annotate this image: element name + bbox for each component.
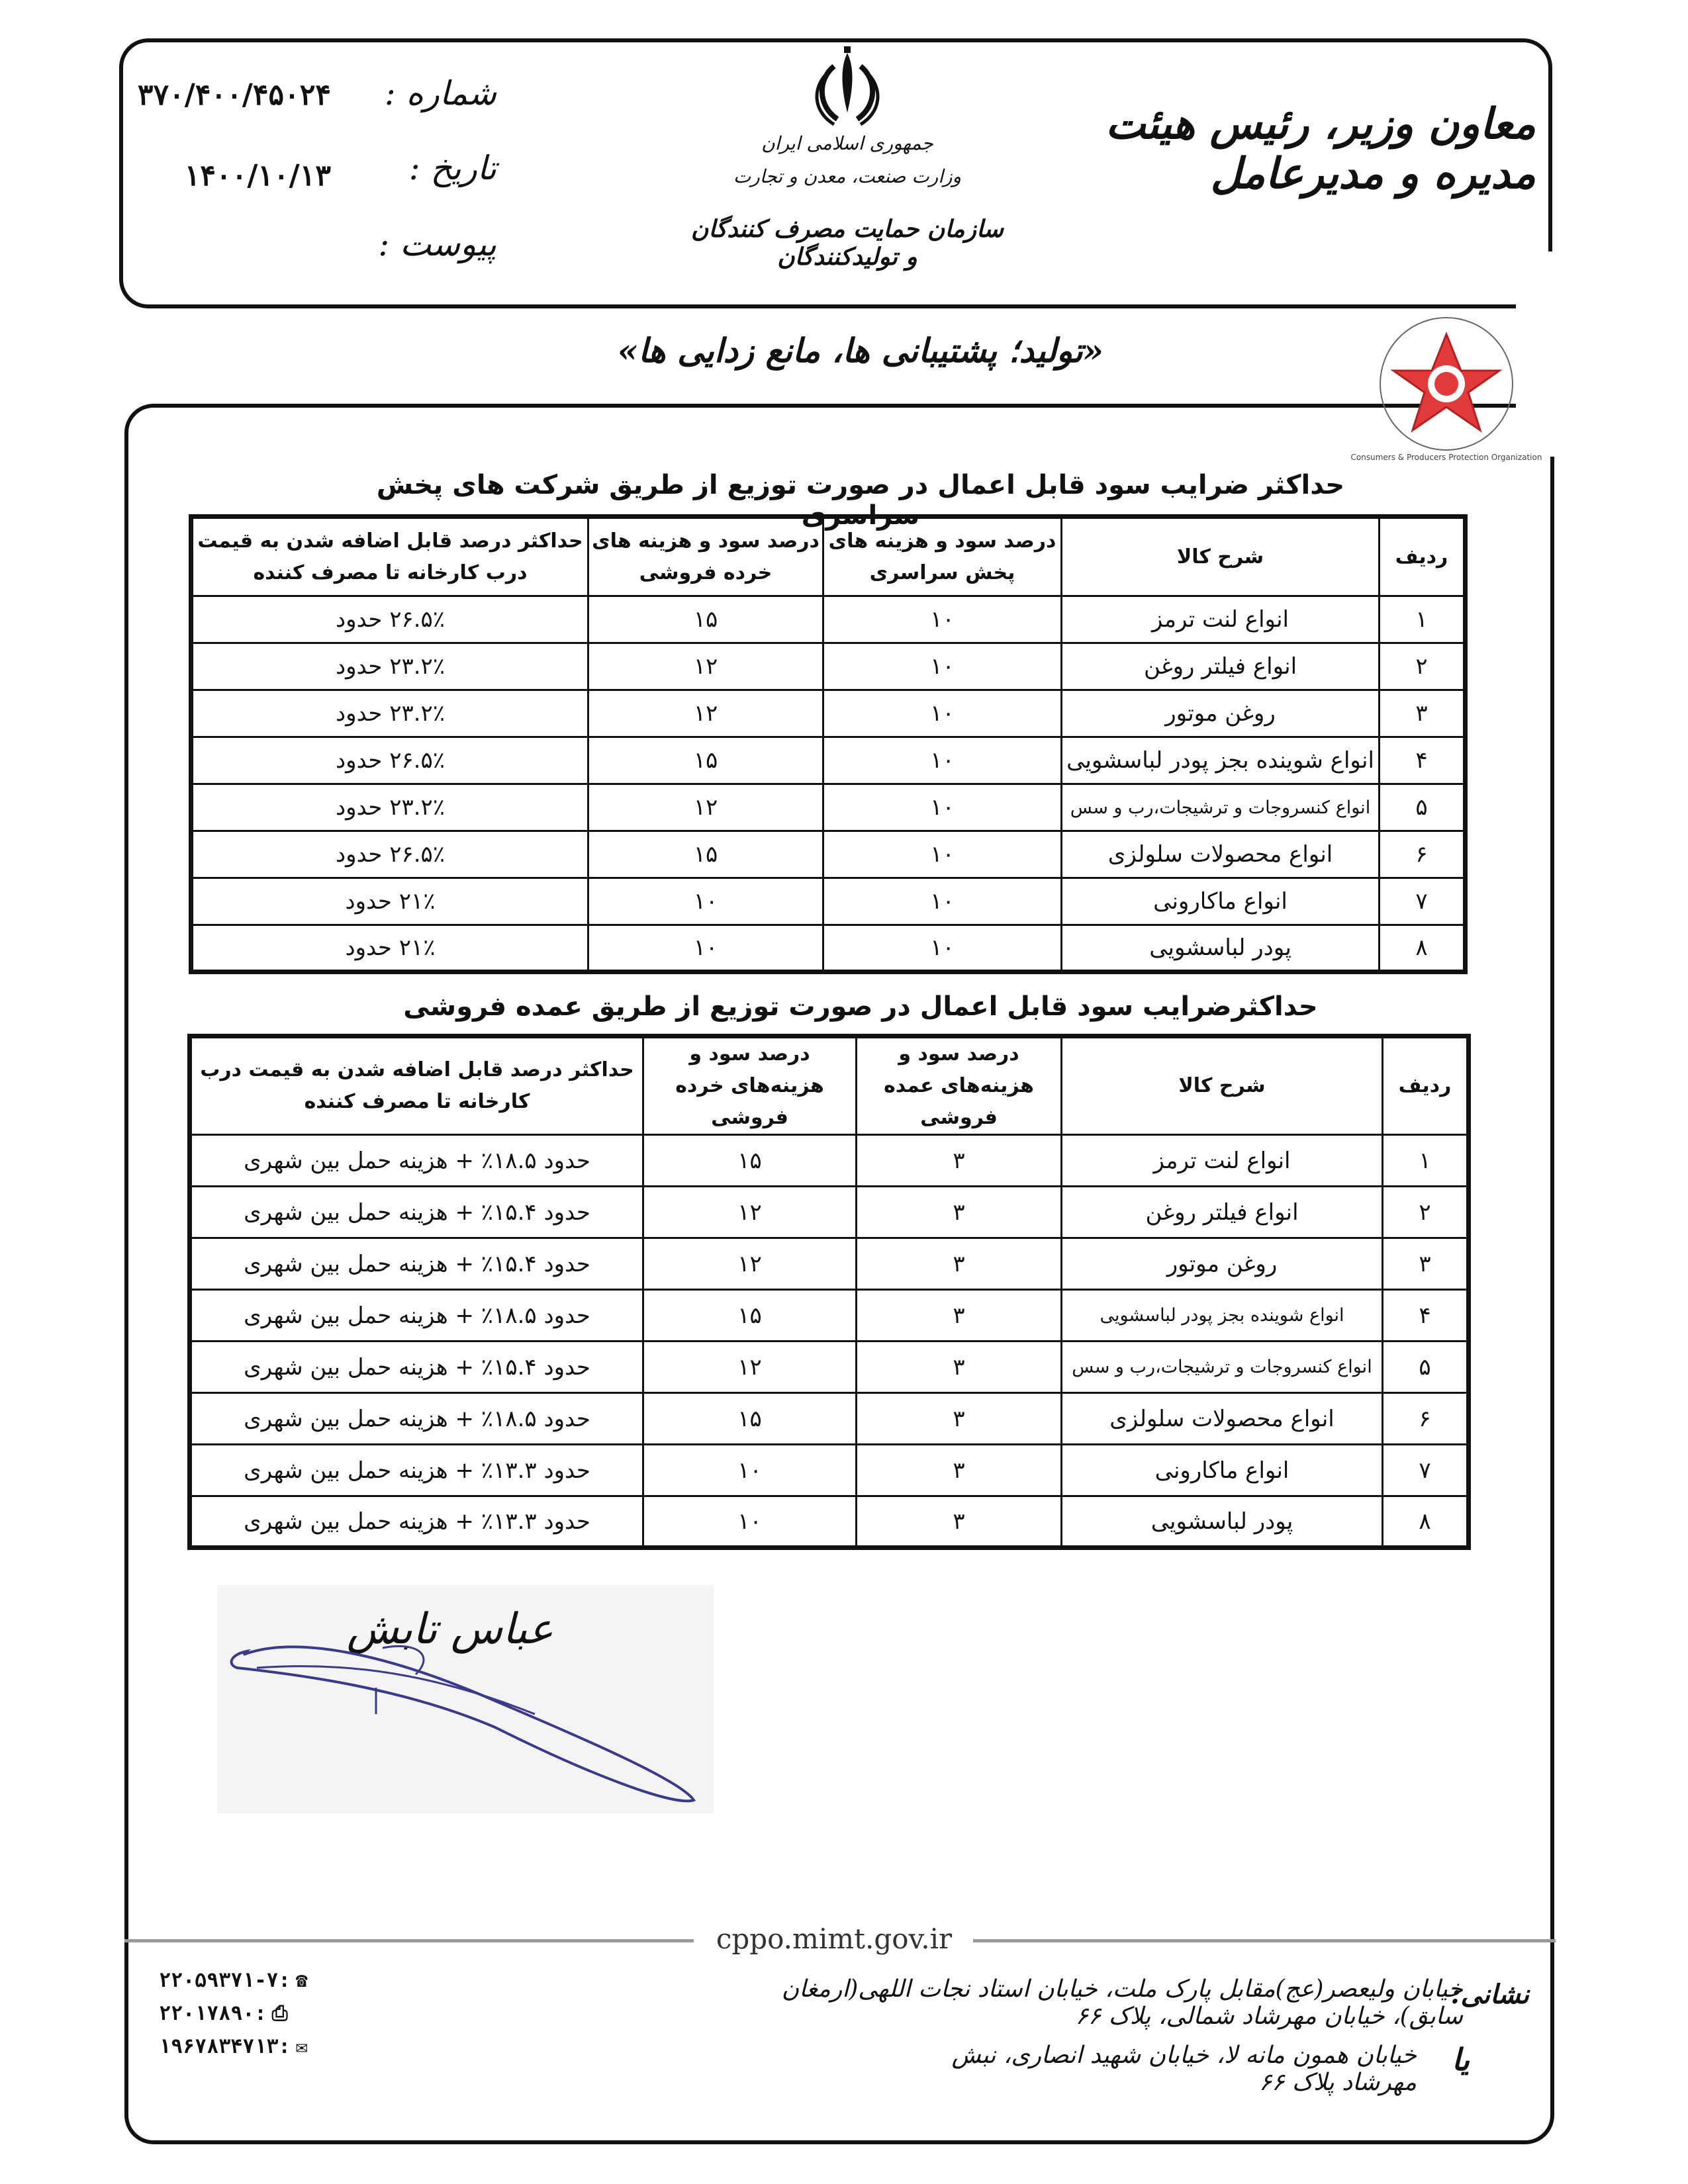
row-number: ۱ (1383, 1135, 1469, 1187)
retail-margin: ۱۲ (643, 1238, 857, 1290)
product-name: پودر لباسشویی (1062, 1496, 1383, 1548)
product-name: انواع محصولات سلولزی (1062, 831, 1380, 878)
retail-margin: ۱۲ (643, 1187, 857, 1238)
distribution-margin: ۱۰ (823, 925, 1062, 972)
phone-line (159, 1969, 308, 1992)
retail-margin: ۱۰ (643, 1445, 857, 1496)
max-percent: حدود ۱۵.۴٪ + هزینه حمل بین شهری (190, 1238, 643, 1290)
row-number: ۶ (1380, 831, 1466, 878)
table1-header-row (191, 517, 1466, 596)
emblem-line-3: سازمان حمایت مصرف کنندگان و تولیدکنندگان (690, 215, 1004, 271)
retail-margin: ۱۰ (588, 878, 823, 925)
retail-margin: ۱۰ (588, 925, 823, 972)
max-percent: حدود ۱۸.۵٪ + هزینه حمل بین شهری (190, 1290, 643, 1342)
row-number: ۶ (1383, 1393, 1469, 1445)
col-header-max-percent: حداکثر درصد قابل اضافه شدن به قیمت درب کارخانه تا مصرف کننده (191, 517, 588, 596)
footer-divider (973, 1939, 1556, 1942)
row-number: ۴ (1383, 1290, 1469, 1342)
product-name: انواع فیلتر روغن (1062, 1187, 1383, 1238)
row-number: ۱ (1380, 596, 1466, 643)
phone-icon: ☎ (295, 1969, 308, 1992)
table-row (190, 1290, 1469, 1342)
max-percent: ۲۱٪ حدود (191, 925, 588, 972)
max-percent: ۲۱٪ حدود (191, 878, 588, 925)
distribution-margin: ۱۰ (823, 784, 1062, 831)
fax-line (159, 2002, 288, 2025)
retail-margin: ۱۲ (643, 1342, 857, 1393)
postal-code: ۱۹۶۷۸۳۴۷۱۳: (159, 2035, 291, 2058)
max-percent: حدود ۱۵.۴٪ + هزینه حمل بین شهری (190, 1187, 643, 1238)
product-name: انواع محصولات سلولزی (1062, 1393, 1383, 1445)
wholesale-margin: ۳ (857, 1135, 1062, 1187)
address-line-2: خیابان همون مانه لا، خیابان شهید انصاری، نبش مهرشاد پلاک ۶۶ (951, 2042, 1417, 2096)
col-header-wholesale-margin: درصد سود و هزینه‌های عمده فروشی (857, 1036, 1062, 1135)
table-row (191, 690, 1466, 737)
product-name: انواع کنسروجات و ترشیجات،رب و سس (1062, 784, 1380, 831)
col-header-product: شرح کالا (1062, 517, 1380, 596)
product-name: روغن موتور (1062, 690, 1380, 737)
max-percent: ۲۳.۲٪ حدود (191, 690, 588, 737)
product-name: پودر لباسشویی (1062, 925, 1380, 972)
max-percent: ۲۶.۵٪ حدود (191, 831, 588, 878)
max-percent: ۲۳.۲٪ حدود (191, 784, 588, 831)
max-percent: حدود ۱۸.۵٪ + هزینه حمل بین شهری (190, 1393, 643, 1445)
address-line-1: خیابان ولیعصر(عج)مقابل پارک ملت، خیابان استاد نجات اللهی(ارمغان سابق)، خیابان مهرشاد شمالی، پلاک ۶۶ (781, 1976, 1463, 2030)
distribution-margin: ۱۰ (823, 690, 1062, 737)
retail-margin: ۱۲ (588, 643, 823, 690)
distribution-margin: ۱۰ (823, 596, 1062, 643)
table2 (187, 1034, 1471, 1550)
svg-text:Consumers & Producers Protecti: Consumers & Producers Protection Organization (1350, 453, 1542, 462)
product-name: انواع شوینده بجز پودر لباسشویی (1062, 737, 1380, 784)
table2-header-row (190, 1036, 1469, 1135)
table-row (191, 737, 1466, 784)
wholesale-margin: ۳ (857, 1496, 1062, 1548)
table-row (190, 1135, 1469, 1187)
col-header-distribution-margin: درصد سود و هزینه های پخش سراسری (823, 517, 1062, 596)
table1-title: حداکثر ضرایب سود قابل اعمال در صورت توزیع از طریق شرکت های پخش سراسری (376, 470, 1345, 531)
product-name: انواع ماکارونی (1062, 1445, 1383, 1496)
fax-number: ۲۲۰۱۷۸۹۰: (159, 2002, 267, 2025)
max-percent: حدود ۱۳.۳٪ + هزینه حمل بین شهری (190, 1496, 643, 1548)
table-row (190, 1393, 1469, 1445)
wholesale-margin: ۳ (857, 1393, 1062, 1445)
iran-emblem-icon (808, 46, 887, 132)
table-row (191, 878, 1466, 925)
row-number: ۴ (1380, 737, 1466, 784)
postal-line (159, 2035, 308, 2058)
table-row (190, 1496, 1469, 1548)
row-number: ۳ (1380, 690, 1466, 737)
table-row (190, 1342, 1469, 1393)
max-percent: حدود ۱۵.۴٪ + هزینه حمل بین شهری (190, 1342, 643, 1393)
organization-logo (1350, 298, 1542, 463)
wholesale-margin: ۳ (857, 1187, 1062, 1238)
row-number: ۷ (1380, 878, 1466, 925)
max-percent: حدود ۱۳.۳٪ + هزینه حمل بین شهری (190, 1445, 643, 1496)
wholesale-margin: ۳ (857, 1238, 1062, 1290)
max-percent: ۲۶.۵٪ حدود (191, 737, 588, 784)
retail-margin: ۱۰ (643, 1496, 857, 1548)
wholesale-margin: ۳ (857, 1445, 1062, 1496)
sender-title: معاون وزیر، رئیس هیئت مدیره و مدیرعامل (1105, 99, 1536, 199)
retail-margin: ۱۲ (588, 784, 823, 831)
product-name: انواع کنسروجات و ترشیجات،رب و سس (1062, 1342, 1383, 1393)
number-value: ۳۷۰/۴۰۰/۴۵۰۲۴ (137, 78, 331, 112)
table-row (191, 784, 1466, 831)
table1 (189, 514, 1468, 974)
distribution-margin: ۱۰ (823, 643, 1062, 690)
table-row (190, 1445, 1469, 1496)
table-row (191, 925, 1466, 972)
distribution-margin: ۱۰ (823, 878, 1062, 925)
wholesale-margin: ۳ (857, 1290, 1062, 1342)
phone-number: ۲۲۰۵۹۳۷۱-۷: (159, 1969, 291, 1992)
fax-icon: ⎙ (271, 2002, 288, 2025)
address-label: نشانی: (1450, 1979, 1529, 2010)
product-name: روغن موتور (1062, 1238, 1383, 1290)
col-header-retail-margin: درصد سود و هزینه‌های خرده فروشی (643, 1036, 857, 1135)
retail-margin: ۱۵ (588, 737, 823, 784)
row-number: ۲ (1383, 1187, 1469, 1238)
col-header-row-number: ردیف (1380, 517, 1466, 596)
website-link[interactable]: cppo.mimt.gov.ir (716, 1923, 953, 1955)
row-number: ۵ (1383, 1342, 1469, 1393)
col-header-max-percent: حداکثر درصد قابل اضافه شدن به قیمت درب کارخانه تا مصرف کننده (190, 1036, 643, 1135)
table-row (191, 643, 1466, 690)
col-header-retail-margin: درصد سود و هزینه های خرده فروشی (588, 517, 823, 596)
col-header-product: شرح کالا (1062, 1036, 1383, 1135)
product-name: انواع ماکارونی (1062, 878, 1380, 925)
table-row (191, 831, 1466, 878)
envelope-icon: ✉ (295, 2035, 308, 2058)
row-number: ۵ (1380, 784, 1466, 831)
attachment-label: پیوست : (378, 225, 496, 263)
product-name: انواع لنت ترمز (1062, 596, 1380, 643)
table2-title: حداکثرضرایب سود قابل اعمال در صورت توزیع از طریق عمده فروشی (403, 991, 1318, 1022)
col-header-row-number: ردیف (1383, 1036, 1469, 1135)
date-label: تاریخ : (408, 149, 496, 187)
row-number: ۸ (1383, 1496, 1469, 1548)
row-number: ۳ (1383, 1238, 1469, 1290)
row-number: ۸ (1380, 925, 1466, 972)
emblem-line-2: وزارت صنعت، معدن و تجارت (733, 165, 962, 187)
table-row (191, 596, 1466, 643)
distribution-margin: ۱۰ (823, 737, 1062, 784)
product-name: انواع لنت ترمز (1062, 1135, 1383, 1187)
retail-margin: ۱۵ (643, 1393, 857, 1445)
product-name: انواع فیلتر روغن (1062, 643, 1380, 690)
wholesale-margin: ۳ (857, 1342, 1062, 1393)
signature-scribble (217, 1628, 714, 1813)
max-percent: ۲۳.۲٪ حدود (191, 643, 588, 690)
retail-margin: ۱۵ (643, 1290, 857, 1342)
row-number: ۷ (1383, 1445, 1469, 1496)
retail-margin: ۱۵ (588, 596, 823, 643)
table-row (190, 1238, 1469, 1290)
product-name: انواع شوینده بجز پودر لباسشویی (1062, 1290, 1383, 1342)
retail-margin: ۱۵ (588, 831, 823, 878)
max-percent: ۲۶.۵٪ حدود (191, 596, 588, 643)
table-row (190, 1187, 1469, 1238)
address-or-label: یا (1452, 2042, 1470, 2077)
distribution-margin: ۱۰ (823, 831, 1062, 878)
footer-divider (124, 1939, 694, 1942)
motto: «تولید؛ پشتیبانی ها، مانع زدایی ها» (617, 331, 1104, 370)
retail-margin: ۱۲ (588, 690, 823, 737)
retail-margin: ۱۵ (643, 1135, 857, 1187)
number-label: شماره : (384, 74, 496, 113)
date-value: ۱۴۰۰/۱۰/۱۳ (184, 159, 331, 193)
max-percent: حدود ۱۸.۵٪ + هزینه حمل بین شهری (190, 1135, 643, 1187)
row-number: ۲ (1380, 643, 1466, 690)
emblem-line-1: جمهوری اسلامی ایران (761, 132, 933, 154)
signatory-name: عباس تابش (346, 1605, 554, 1654)
